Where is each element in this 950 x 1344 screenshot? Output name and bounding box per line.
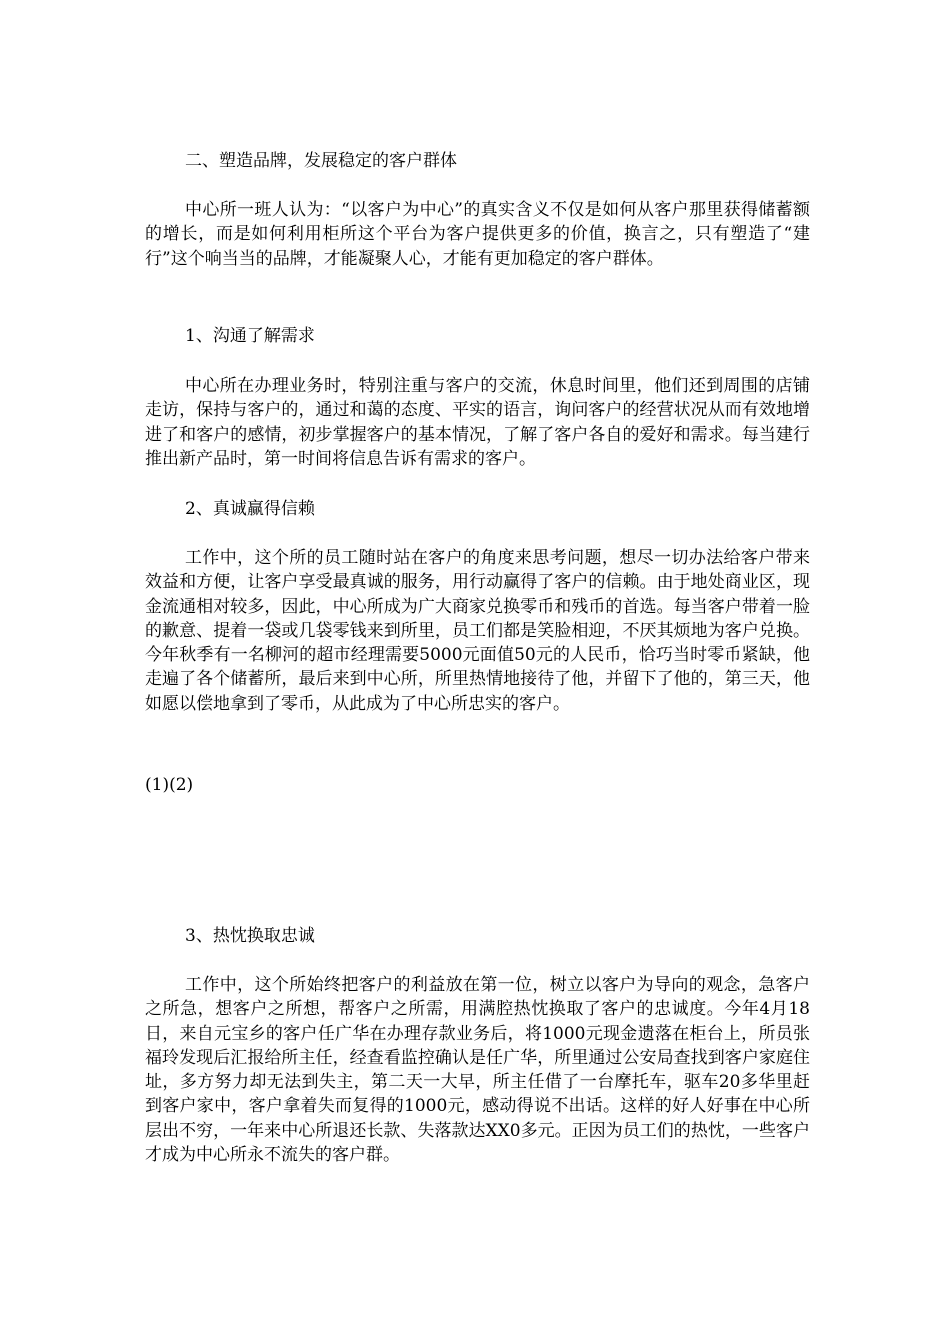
item1-heading: 1、沟通了解需求 (185, 326, 315, 346)
page-marker: (1)(2) (145, 775, 194, 795)
section-title: 二、塑造品牌，发展稳定的客户群体 (185, 151, 457, 171)
item3-paragraph: 工作中，这个所始终把客户的利益放在第一位，树立以客户为导向的观念，急客户之所急，想客户之所想，帮客户之所需，用满腔热忱换取了客户的忠诚度。今年4月18日，来自元宝乡的客户任广华在办理存款业务后，将1000元现金遗落在柜台上，所员张福玲发现后汇报给所主任，经查看监控确认是任广华，所里通过公安局查找到客户家庭住址，多方努力却无法到失主，第二天一大早，所主任借了一台摩托车，驱车20多华里赶到客户家中，客户拿着失而复得的1000元，感动得说不出话。这样的好人好事在中心所层出不穷，一年来中心所退还长款、失落款达XX0多元。正因为员工们的热忱，一些客户才成为中心所永不流失的客户群。 (145, 975, 810, 1166)
item2-heading: 2、真诚赢得信赖 (185, 499, 315, 519)
item2-paragraph: 工作中，这个所的员工随时站在客户的角度来思考问题，想尽一切办法给客户带来效益和方便，让客户享受最真诚的服务，用行动赢得了客户的信赖。由于地处商业区，现金流通相对较多，因此，中心所成为广大商家兑换零币和残币的首选。每当客户带着一脸的歉意、提着一袋或几袋零钱来到所里，员工们都是笑脸相迎，不厌其烦地为客户兑换。今年秋季有一名柳河的超市经理需要5000元面值50元的人民币，恰巧当时零币紧缺，他走遍了各个储蓄所，最后来到中心所，所里热情地接待了他，并留下了他的，第三天，他如愿以偿地拿到了零币，从此成为了中心所忠实的客户。 (145, 548, 810, 714)
item3-heading: 3、热忱换取忠诚 (185, 926, 315, 946)
intro-paragraph: 中心所一班人认为：“以客户为中心”的真实含义不仅是如何从客户那里获得储蓄额的增长，而是如何利用柜所这个平台为客户提供更多的价值，换言之，只有塑造了“建行”这个响当当的品牌，才能凝聚人心，才能有更加稳定的客户群体。 (145, 200, 810, 269)
item1-paragraph: 中心所在办理业务时，特别注重与客户的交流，休息时间里，他们还到周围的店铺走访，保持与客户的，通过和蔼的态度、平实的语言，询问客户的经营状况从而有效地增进了和客户的感情，初步掌握客户的基本情况，了解了客户各自的爱好和需求。每当建行推出新产品时，第一时间将信息告诉有需求的客户。 (145, 376, 810, 469)
